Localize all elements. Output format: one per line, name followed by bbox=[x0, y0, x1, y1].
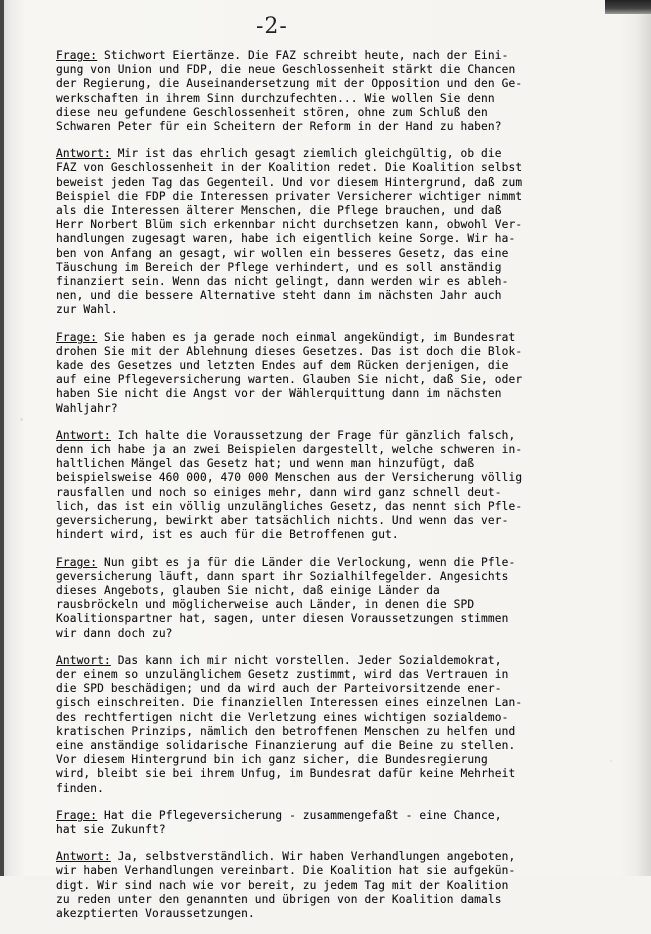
question-label: Frage: bbox=[56, 808, 98, 822]
scan-speck bbox=[20, 418, 23, 421]
answer-text: Das kann ich mir nicht vorstellen. Jeder Sozialdemokrat, der einem so unzulänglichem Gesetz zustimmt, wird das Vertrauen in die SPD beschädigen; und da wird auch der Parteivorsitzende ener- gisch einschreiten. Die finanziellen Interessen eines einzelnen Lan- des rechtfertigen nicht die Verletzung eines wichtigen sozialdemo- kratischen Prinzips, nämlich den betroffenen Menschen zu helfen und eine anständige solidarische Finanzierung auf die Beine zu stellen. Vor diesem Hintergrund bin ich ganz sicher, die Bundesregierung wird, bleibt sie bei ihrem Unfug, im Bundesrat dafür keine Mehrheit finden. bbox=[56, 653, 523, 795]
question-text: Nun gibt es ja für die Länder die Verlockung, wenn die Pfle- geversicherung läuft, dann spart ihr Sozialhilfegelder. Angesichts dieses Angebots, glauben Sie nicht, daß einige Länder da rausbröckeln und möglicherweise auch Länder, in denen die SPD Koalitionspartner hat, sagen, unter diesen Voraussetzungen stimmen wir dann doch zu? bbox=[56, 555, 516, 640]
question-text: Stichwort Eiertänze. Die FAZ schreibt heute, nach der Eini- gung von Union und FDP, die neue Geschlossenheit stärkt die Chancen der Regierung, die Auseinandersetzung mit der Opposition und den Ge- werkschaften in ihrem Sinn durchzufechten... Wie wollen Sie denn diese neu gefundene Geschlossenheit stören, ohne zum Schluß den Schwaren Peter für ein Scheitern der Reform in der Hand zu haben? bbox=[56, 49, 523, 134]
answer-label: Antwort: bbox=[56, 147, 111, 161]
answer-label: Antwort: bbox=[56, 653, 111, 667]
paragraph-question-4 bbox=[56, 809, 616, 837]
answer-label: Antwort: bbox=[56, 428, 111, 442]
question-label: Frage: bbox=[56, 49, 98, 62]
question-label: Frage: bbox=[56, 330, 98, 344]
paragraph-answer-2 bbox=[56, 429, 616, 543]
answer-text: Mir ist das ehrlich gesagt ziemlich gleichgültig, ob die FAZ von Geschlossenheit in der Koalition redet. Die Koalition selbst beweist jeden Tag das Gegenteil. Und vor diesem Hintergrund, daß zum Beispiel die FDP die Interessen privater Versicherer wichtiger nimmt als die Interessen älterer Menschen, die Pflege brauchen, und daß Herr Norbert Blüm sich erkennbar nicht durchsetzen kann, obwohl Ver- handlungen zugesagt waren, habe ich eigentlich keine Sorge. Wir ha- ben von Anfang an gesagt, wir wollen ein besseres Gesetz, das eine Täuschung im Bereich der Pflege verhindert, und es soll anständig finanziert sein. Wenn das nicht gelingt, dann werden wir es ableh- nen, und die bessere Alternative steht dann im nächsten Jahr auch zur Wahl. bbox=[56, 147, 523, 317]
paragraph-question-1 bbox=[56, 49, 616, 134]
paragraph-answer-3 bbox=[56, 654, 616, 796]
answer-label: Antwort: bbox=[56, 850, 111, 864]
paragraph-answer-4 bbox=[56, 850, 616, 921]
paragraph-question-3 bbox=[56, 556, 616, 641]
answer-text: Ja, selbstverständlich. Wir haben Verhandlungen angeboten, wir haben Verhandlungen vereinbart. Die Koalition hat sie aufgekün- digt. Wir sind nach wie vor bereit, zu jedem Tag mit der Koalition zu reden unter den genannten und übrigen von der Koalition damals akezptierten Voraussetzungen. bbox=[56, 850, 516, 920]
scan-top-right-edge bbox=[605, 0, 651, 14]
question-text: Sie haben es ja gerade noch einmal angekündigt, im Bundesrat drohen Sie mit der Ablehnung dieses Gesetzes. Das ist doch die Blok- kade des Gesetzes und letzten Endes auf dem Rücken derjenigen, die auf eine Pflegeversicherung warten. Glauben Sie nicht, daß Sie, oder haben Sie nicht die Angst vor der Wählerquittung dann im nächsten Wahljahr? bbox=[56, 330, 523, 415]
question-label: Frage: bbox=[56, 555, 98, 569]
paragraph-answer-1 bbox=[56, 147, 616, 317]
page-number: -2- bbox=[256, 14, 288, 39]
paragraph-question-2 bbox=[56, 331, 616, 416]
scan-left-edge bbox=[0, 0, 4, 876]
question-text: Hat die Pflegeversicherung - zusammengefaßt - eine Chance, hat sie Zukunft? bbox=[56, 808, 502, 836]
answer-text: Ich halte die Voraussetzung der Frage für gänzlich falsch, denn ich habe ja an zwei Beispielen dargestellt, welche schweren in- haltlichen Mängel das Gesetz hat; und wenn man hinzufügt, daß beispielsweise 460 000, 470 000 Menschen aus der Versicherung völlig rausfallen und noch so einiges mehr, dann wird ganz schnell deut- lich, das ist ein völlig unzulängliches Gesetz, das nennt sich Pfle- geversicherung, bewirkt aber tatsächlich nichts. Und wenn das ver- hindert wird, ist es auch für die Betroffenen gut. bbox=[56, 428, 523, 542]
scan-speck bbox=[610, 760, 612, 762]
document-body bbox=[56, 49, 616, 934]
